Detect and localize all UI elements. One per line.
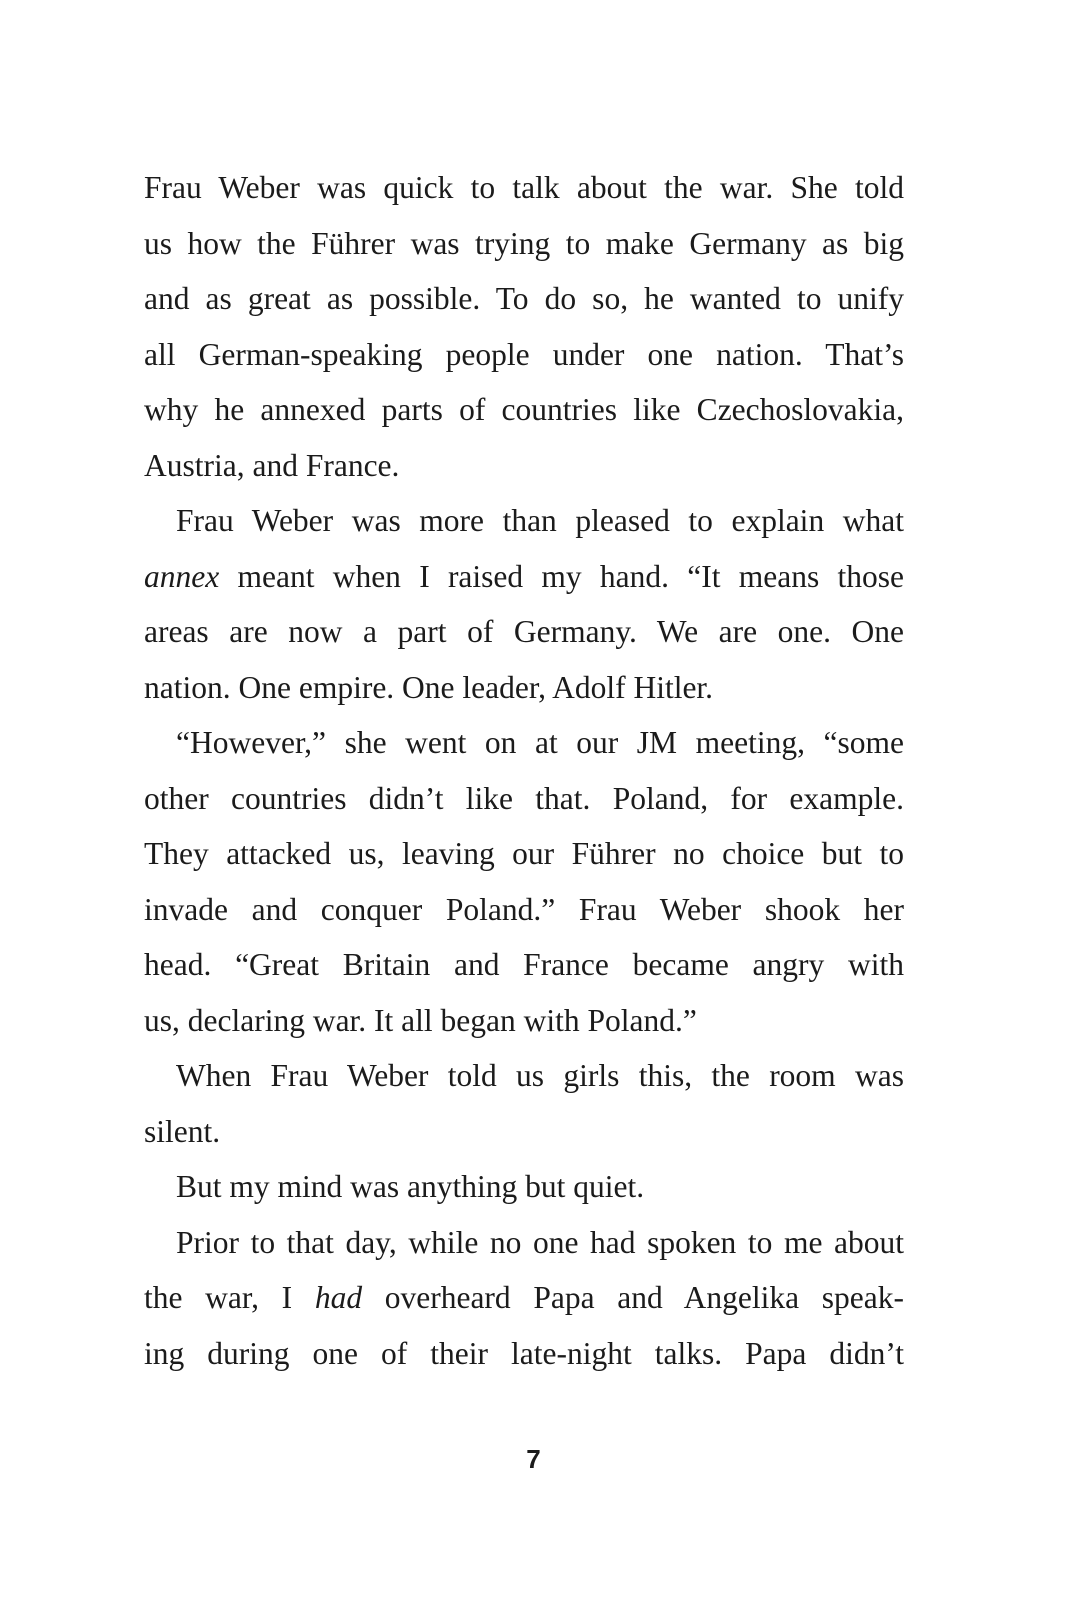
text-line: They attacked us, leaving our Führer no choice but to	[144, 836, 904, 871]
text-line	[144, 549, 904, 605]
text-line: “However,” she went on at our JM meeting, “some	[176, 725, 904, 760]
text-line: other countries didn’t like that. Poland, for example.	[144, 780, 904, 816]
text-line: us, declaring war. It all began with Poland.”	[144, 1002, 697, 1038]
text-line: ing during one of their late-night talks. Papa didn’t	[144, 1335, 904, 1371]
text-line: Prior to that day, while no one had spoken to me about	[176, 1224, 904, 1260]
text-line: Frau Weber was quick to talk about the war. She told	[144, 170, 904, 205]
text-line: us how the Führer was trying to make Germany as big	[144, 225, 904, 261]
text-line: When Frau Weber told us girls this, the room was	[176, 1058, 904, 1093]
text-line: But my mind was anything but quiet.	[176, 1169, 645, 1204]
italic-word: had	[314, 1280, 363, 1315]
page-number: 7	[526, 1444, 541, 1474]
text-line: Frau Weber was more than pleased to explain what	[176, 503, 904, 538]
text-line: why he annexed parts of countries like Czechoslovakia,	[144, 392, 904, 427]
text-fragment: overheard Papa and Angelika speak-	[362, 1280, 904, 1315]
text-fragment: meant when I raised my hand. “It means those	[219, 558, 904, 594]
text-line: areas are now a part of Germany. We are one. One	[144, 614, 904, 649]
text-line: Austria, and France.	[144, 447, 400, 483]
text-line: silent.	[144, 1113, 221, 1149]
text-line: invade and conquer Poland.” Frau Weber shook her	[144, 891, 904, 927]
text-fragment: the war, I	[144, 1280, 315, 1315]
text-line: nation. One empire. One leader, Adolf Hitler.	[144, 669, 714, 705]
italic-word: annex	[144, 558, 220, 594]
text-line	[144, 1270, 904, 1326]
text-line: head. “Great Britain and France became angry with	[144, 947, 904, 982]
text-line: all German-speaking people under one nation. That’s	[144, 336, 904, 372]
text-line: and as great as possible. To do so, he wanted to unify	[144, 281, 904, 316]
body-text	[144, 160, 904, 1381]
